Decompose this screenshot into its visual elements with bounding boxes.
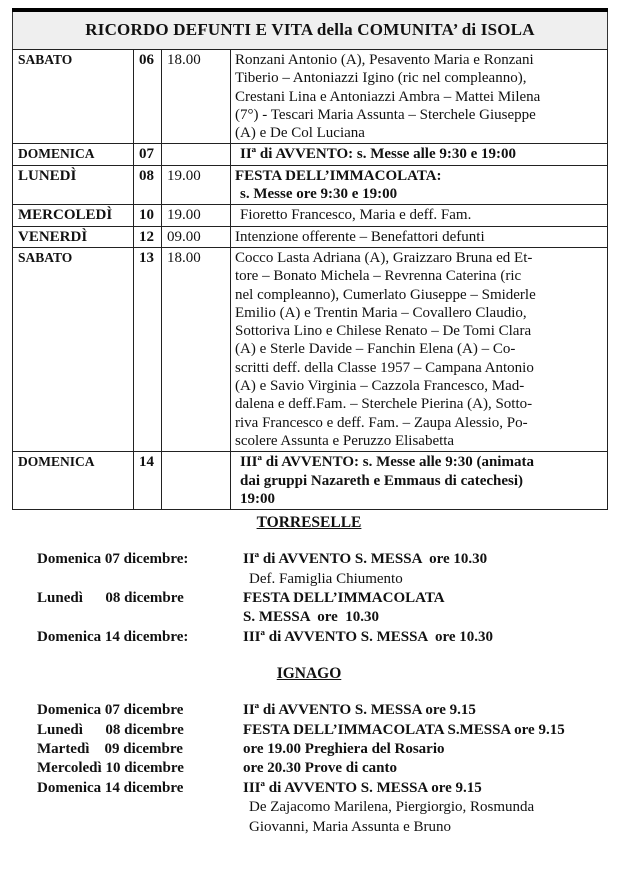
intention-line: Cocco Lasta Adriana (A), Graizzaro Bruna ed Et-: [235, 249, 533, 266]
event-text: IIª di AVVENTO S. MESSA ore 9.15: [243, 702, 476, 719]
intention-line: Tiberio – Antoniazzi Igino (ric nel compleanno),: [235, 70, 527, 87]
date-cell: 06: [134, 50, 162, 144]
day-cell: DOMENICA: [13, 452, 134, 510]
date-label: Lunedì 08 dicembre: [37, 589, 184, 606]
date-cell: 07: [134, 144, 162, 165]
intention-line: scritti deff. della Classe 1957 – Campana Antonio: [235, 359, 534, 376]
date-label: [37, 570, 243, 589]
date-label: [37, 608, 243, 627]
intention-line: s. Messe ore 9:30 e 19:00: [240, 186, 398, 203]
intention-cell: [231, 165, 608, 205]
intention-line: 19:00: [240, 490, 275, 507]
event-text: FESTA DELL’IMMACOLATA: [243, 589, 445, 606]
date-label: Martedì 09 dicembre: [37, 740, 183, 757]
intention-line: Intenzione offerente – Benefattori defunti: [235, 228, 485, 245]
intention-cell: [231, 247, 608, 451]
event-text: FESTA DELL’IMMACOLATA S.MESSA ore 9.15: [243, 721, 565, 738]
table-row: [13, 247, 608, 451]
time-cell: [162, 144, 231, 165]
event-text: IIIª di AVVENTO S. MESSA ore 10.30: [243, 628, 493, 645]
intention-line: nel compleanno), Cumerlato Giuseppe – Smiderle: [235, 286, 536, 303]
intention-note: De Zajacomo Marilena, Piergiorgio, Rosmunda: [249, 799, 535, 816]
intention-line: IIª di AVVENTO: s. Messe alle 9:30 e 19:00: [240, 146, 517, 163]
day-cell: MERCOLEDÌ: [13, 205, 134, 226]
event-text: IIIª di AVVENTO S. MESSA ore 9.15: [243, 779, 482, 796]
intention-cell: [231, 452, 608, 510]
table-row: [13, 205, 608, 226]
intention-cell: [231, 50, 608, 144]
ignago-title: IGNAGO: [276, 665, 342, 683]
torreselle-schedule: [37, 550, 618, 647]
date-label: Lunedì 08 dicembre: [37, 721, 184, 738]
table-row: [13, 452, 608, 510]
time-cell: 19.00: [162, 205, 231, 226]
time-cell: 09.00: [162, 226, 231, 247]
date-label: Mercoledì 10 dicembre: [37, 760, 184, 777]
date-label: [37, 798, 243, 817]
table-header-row: [13, 10, 608, 50]
time-cell: 18.00: [162, 50, 231, 144]
intention-line: Crestani Lina e Antoniazzi Ambra – Mattei Milena: [235, 88, 541, 105]
intention-line: tore – Bonato Michela – Revrenna Caterina (ric: [235, 268, 522, 285]
isola-title: RICORDO DEFUNTI E VITA della COMUNITA’ di ISOLA: [13, 10, 608, 50]
time-cell: [162, 452, 231, 510]
intention-line: Sottoriva Lino e Chilese Renato – De Tomi Clara: [235, 323, 532, 340]
intention-line: (A) e Sterle Davide – Fanchin Elena (A) – Co-: [235, 341, 516, 358]
intention-line: Ronzani Antonio (A), Pesavento Maria e Ronzani: [235, 52, 534, 68]
torreselle-title: TORRESELLE: [256, 514, 362, 532]
intention-line: Fioretto Francesco, Maria e deff. Fam.: [240, 207, 472, 224]
table-row: [13, 226, 608, 247]
intention-line: scolere Assunta e Peruzzo Elisabetta: [235, 432, 455, 449]
date-label: Domenica 07 dicembre:: [37, 551, 189, 568]
ignago-row: [37, 740, 618, 759]
date-cell: 08: [134, 165, 162, 205]
ignago-row: [37, 721, 618, 740]
time-cell: 19.00: [162, 165, 231, 205]
table-row: [13, 144, 608, 165]
isola-table: [12, 8, 608, 510]
intention-line: Emilio (A) e Trentin Maria – Covallero Claudio,: [235, 304, 527, 321]
torreselle-row: [37, 570, 618, 589]
day-cell: DOMENICA: [13, 144, 134, 165]
date-cell: 12: [134, 226, 162, 247]
day-cell: VENERDÌ: [13, 226, 134, 247]
isola-table-body: [13, 50, 608, 510]
day-cell: SABATO: [13, 50, 134, 144]
torreselle-row: [37, 628, 618, 647]
day-cell: LUNEDÌ: [13, 165, 134, 205]
intention-line: (A) e De Col Luciana: [235, 125, 365, 142]
date-label: Domenica 14 dicembre:: [37, 628, 189, 645]
date-label: [37, 818, 243, 837]
intention-line: (A) e Savio Virginia – Cazzola Francesco, Mad-: [235, 378, 525, 395]
intention-note: Giovanni, Maria Assunta e Bruno: [249, 818, 452, 835]
ignago-row: [37, 798, 618, 817]
isola-schedule: [12, 8, 608, 510]
torreselle-row: [37, 589, 618, 608]
intention-line: dalena e deff.Fam. – Sterchele Pierina (A), Sotto-: [235, 396, 533, 413]
intention-line: (7°) - Tescari Maria Assunta – Sterchele Giuseppe: [235, 106, 536, 123]
intention-cell: [231, 226, 608, 247]
date-cell: 14: [134, 452, 162, 510]
ignago-schedule: [37, 701, 618, 837]
event-text: IIª di AVVENTO S. MESSA ore 10.30: [243, 551, 488, 568]
ignago-row: [37, 818, 618, 837]
intention-note: Def. Famiglia Chiumento: [249, 570, 403, 587]
date-cell: 13: [134, 247, 162, 451]
event-text: ore 20.30 Prove di canto: [243, 760, 398, 777]
time-cell: 18.00: [162, 247, 231, 451]
intention-line: riva Francesco e deff. Fam. – Zaupa Alessio, Po-: [235, 414, 528, 431]
table-row: [13, 165, 608, 205]
event-text: S. MESSA ore 10.30: [243, 609, 379, 626]
event-text: ore 19.00 Preghiera del Rosario: [243, 740, 445, 757]
ignago-row: [37, 701, 618, 720]
ignago-row: [37, 779, 618, 798]
intention-cell: [231, 205, 608, 226]
intention-line: dai gruppi Nazareth e Emmaus di catechesi): [240, 472, 524, 489]
torreselle-row: [37, 550, 618, 569]
date-label: Domenica 14 dicembre: [37, 779, 184, 796]
intention-cell: [231, 144, 608, 165]
date-cell: 10: [134, 205, 162, 226]
torreselle-row: [37, 608, 618, 627]
intention-line: FESTA DELL’IMMACOLATA:: [235, 167, 442, 184]
intention-line: IIIª di AVVENTO: s. Messe alle 9:30 (animata: [240, 454, 534, 471]
ignago-row: [37, 759, 618, 778]
date-label: Domenica 07 dicembre: [37, 702, 184, 719]
table-row: [13, 50, 608, 144]
day-cell: SABATO: [13, 247, 134, 451]
